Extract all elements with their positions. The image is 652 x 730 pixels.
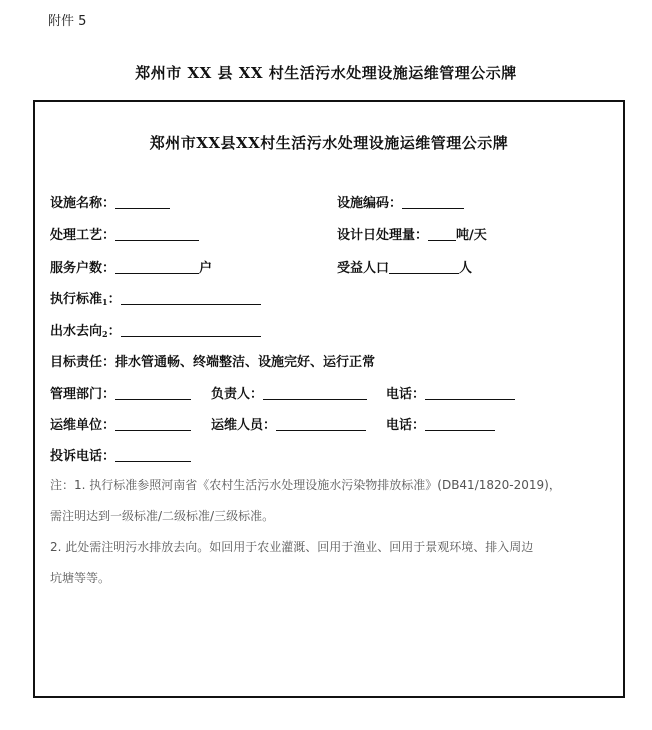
manager-field [211,383,367,402]
design-capacity-unit: 吨/天 [456,228,487,243]
dept-phone-label: 电话： [386,387,426,402]
dept-phone-blank [425,386,515,400]
attachment-label: 附件 5 [48,14,87,29]
complaint-phone-field [50,445,191,464]
note-line-3: 2. 此处需注明污水排放去向。如回用于农业灌溉、回用于渔业、回用于景观环境、排入周边 [50,540,534,554]
manager-blank [263,386,367,400]
note-line-4: 坑塘等等。 [50,571,111,585]
beneficiaries-field [337,257,472,276]
outflow-footnote-ref: 2 [102,329,108,339]
households-unit: 户 [199,261,213,276]
note-line-2: 需注明达到一级标准/二级标准/三级标准。 [50,509,275,523]
complaint-phone-blank [115,448,191,462]
standard-field [50,288,261,307]
target-responsibility-text: 目标责任：排水管通畅、终端整洁、设施完好、运行正常 [50,355,376,370]
ops-staff-field [211,414,366,433]
standard-label: 执行标准 [50,292,103,307]
standard-footnote-ref: 1 [102,297,108,307]
document-title: 郑州市 XX 县 XX 村生活污水处理设施运维管理公示牌 [135,64,517,82]
dept-label: 管理部门： [50,387,116,402]
ops-staff-label: 运维人员： [211,418,277,433]
dept-field [50,383,191,402]
notice-board [33,100,625,698]
facility-name-field [50,192,170,211]
beneficiaries-label: 受益人口 [337,261,390,276]
ops-staff-blank [276,417,366,431]
design-capacity-blank [428,227,456,241]
beneficiaries-unit: 人 [459,261,473,276]
households-label: 服务户数： [50,261,116,276]
ops-phone-label: 电话： [386,418,426,433]
complaint-phone-label: 投诉电话： [50,449,116,464]
ops-unit-field [50,414,191,433]
standard-blank [121,291,261,305]
ops-phone-field [386,414,495,433]
design-capacity-label: 设计日处理量： [337,228,429,243]
process-label: 处理工艺： [50,228,116,243]
beneficiaries-blank [389,260,459,274]
target-responsibility [50,351,375,370]
dept-blank [115,386,191,400]
dept-phone-field [386,383,515,402]
outflow-label: 出水去向 [50,324,103,339]
ops-unit-blank [115,417,191,431]
process-blank [115,227,199,241]
households-blank [115,260,199,274]
outflow-blank [121,323,261,337]
design-capacity-field [337,224,487,243]
households-field [50,257,212,276]
ops-phone-blank [425,417,495,431]
facility-name-label: 设施名称： [50,196,116,211]
facility-code-label: 设施编码： [337,196,403,211]
facility-code-blank [402,195,464,209]
facility-name-blank [115,195,170,209]
manager-label: 负责人： [211,387,264,402]
outflow-colon: ： [107,324,121,339]
ops-unit-label: 运维单位： [50,418,116,433]
facility-code-field [337,192,464,211]
process-field [50,224,199,243]
note-line-1: 注：1. 执行标准参照河南省《农村生活污水处理设施水污染物排放标准》(DB41/1820-2019)， [50,478,561,492]
standard-colon: ： [107,292,121,307]
outflow-field [50,320,261,339]
board-title: 郑州市XX县XX村生活污水处理设施运维管理公示牌 [149,134,509,152]
